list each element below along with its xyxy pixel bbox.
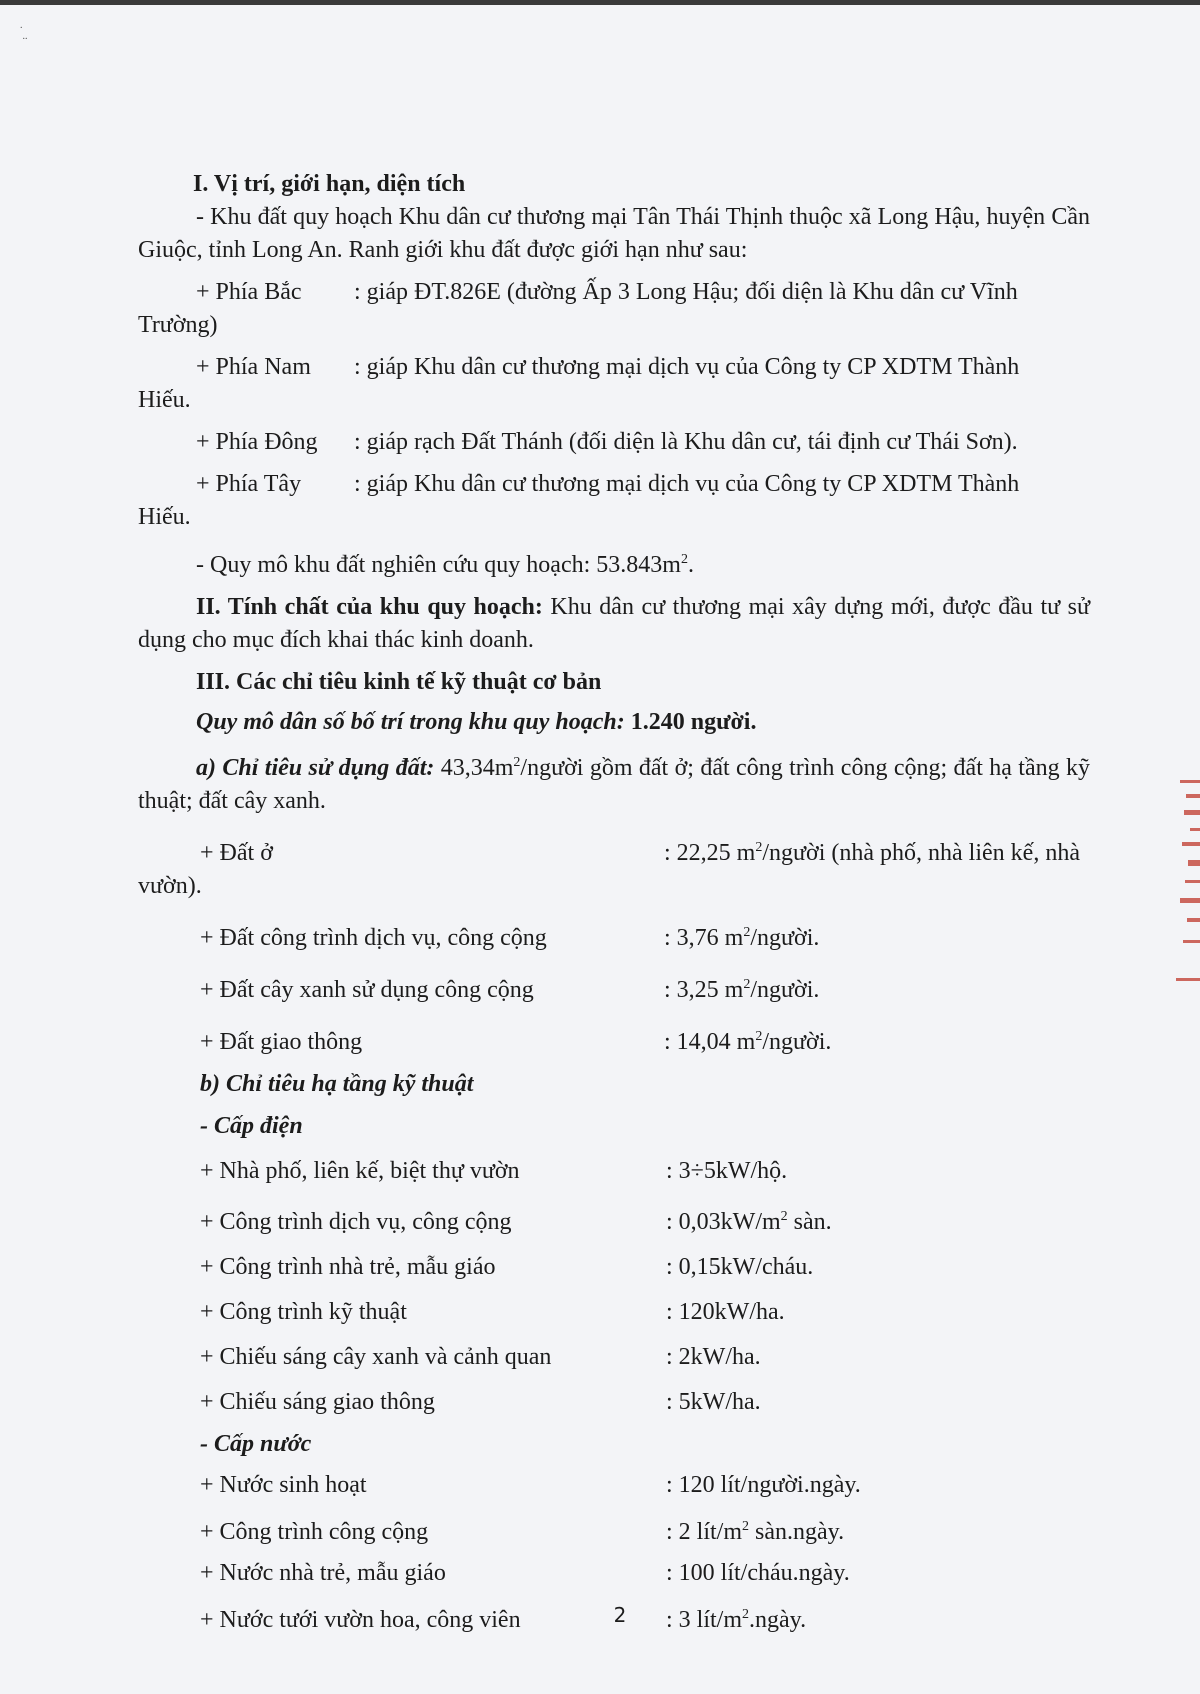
power-item [138, 1200, 1090, 1239]
power-item-value: : 0,15kW/cháu. [666, 1254, 814, 1280]
value-unit: .ngày. [749, 1607, 807, 1633]
power-list [138, 1155, 1090, 1419]
population-value: 1.240 người. [624, 709, 757, 735]
land-item-label: + Đất công trình dịch vụ, công cộng [200, 925, 547, 951]
land-use-label: a) Chỉ tiêu sử dụng đất: [196, 755, 435, 781]
section-2-text: Khu dân cư thương mại xây dựng mới, được đầu tư sử dụng cho mục đích khai thác kinh doanh. [138, 594, 1091, 653]
power-item-value: : 3÷5kW/hộ. [666, 1158, 788, 1184]
section-2 [138, 591, 1090, 657]
section-3-heading: III. Các chỉ tiêu kinh tế kỹ thuật cơ bản [196, 669, 602, 695]
sup-2: 2 [513, 755, 521, 770]
bound-east [138, 426, 1090, 459]
land-use-intro [138, 746, 1090, 818]
water-item-value: : 120 lít/người.ngày. [666, 1472, 861, 1498]
land-item-value [664, 1020, 831, 1059]
value-text: : 2 lít/m [666, 1519, 743, 1545]
power-item-value [666, 1200, 832, 1239]
power-item-value: : 2kW/ha. [666, 1344, 761, 1370]
land-item-label: + Đất cây xanh sử dụng công cộng [200, 977, 534, 1003]
value-unit: /người. [750, 977, 820, 1003]
bound-text: : giáp ĐT.826E (đường Ấp 3 Long Hậu; đối diện là Khu dân cư Vĩnh [354, 279, 1018, 305]
bounds-list [138, 276, 1090, 534]
water-item-label: + Nước nhà trẻ, mẫu giáo [200, 1560, 446, 1586]
water-item-label: + Công trình công cộng [200, 1519, 429, 1545]
bound-south [138, 351, 1090, 417]
water-heading: - Cấp nước [200, 1431, 312, 1457]
land-use-text: /người gồm đất ở; đất công trình công cộng; đất hạ tầng kỹ thuật; đất cây xanh. [138, 755, 1090, 814]
page-number: 2 [613, 1603, 627, 1627]
water-item-value: : 100 lít/cháu.ngày. [666, 1560, 850, 1586]
land-item-value [664, 968, 819, 1007]
bound-west [138, 468, 1090, 534]
power-item-label: + Công trình kỹ thuật [200, 1299, 407, 1325]
water-item-value [666, 1510, 844, 1549]
water-item-label: + Nước tưới vườn hoa, công viên [200, 1607, 521, 1633]
water-item-label: + Nước sinh hoạt [200, 1472, 367, 1498]
power-item [138, 1155, 1090, 1188]
land-use-value: 43,34m [434, 755, 514, 781]
document-body [138, 168, 1090, 1637]
power-item-label: + Công trình nhà trẻ, mẫu giáo [200, 1254, 496, 1280]
power-item [138, 1341, 1090, 1374]
power-heading: - Cấp điện [200, 1113, 303, 1139]
sup-2: 2 [742, 1607, 750, 1622]
land-item-label: + Đất ở [200, 840, 273, 866]
power-item-label: + Nhà phố, liên kế, biệt thự vườn [200, 1158, 520, 1184]
sup-2: 2 [755, 1029, 763, 1044]
sup-2: 2 [755, 840, 763, 855]
bound-text: : giáp Khu dân cư thương mại dịch vụ của Công ty CP XDTM Thành [354, 471, 1020, 497]
site-scale-end: . [687, 552, 694, 578]
power-item-value: : 5kW/ha. [666, 1389, 761, 1415]
sup-2: 2 [743, 925, 751, 940]
water-item [138, 1510, 1090, 1549]
value-text: : 3 lít/m [666, 1607, 743, 1633]
site-scale [138, 543, 1090, 582]
water-item [138, 1469, 1090, 1502]
land-item [138, 968, 1090, 1007]
bound-wrap: Trường) [138, 312, 218, 338]
sup-2: 2 [680, 552, 688, 567]
sup-2: 2 [742, 1519, 750, 1534]
water-item-value [666, 1598, 806, 1637]
bound-label: + Phía Đông [196, 429, 318, 455]
infra-heading: b) Chỉ tiêu hạ tầng kỹ thuật [200, 1071, 474, 1097]
land-use-list [138, 831, 1090, 1059]
value-unit: /người (nhà phố, nhà liên kế, nhà [762, 840, 1080, 866]
value-unit: sàn. [787, 1209, 832, 1235]
land-item [138, 1020, 1090, 1059]
value-text: : 0,03kW/m [666, 1209, 781, 1235]
value-unit: sàn.ngày. [749, 1519, 845, 1545]
section-1-heading: I. Vị trí, giới hạn, diện tích [193, 171, 466, 197]
value-text: : 22,25 m [664, 840, 756, 866]
power-item-label: + Chiếu sáng cây xanh và cảnh quan [200, 1344, 552, 1370]
bound-label: + Phía Bắc [196, 279, 302, 305]
land-item-value [664, 916, 819, 955]
water-item [138, 1557, 1090, 1590]
section-1-intro: - Khu đất quy hoạch Khu dân cư thương mại Tân Thái Thịnh thuộc xã Long Hậu, huyện Cần Giuộc, tỉnh Long An. Ranh giới khu đất được giới hạn như sau: [138, 204, 1090, 263]
bound-wrap: Hiếu. [138, 387, 191, 413]
power-item-label: + Chiếu sáng giao thông [200, 1389, 435, 1415]
section-2-heading: II. Tính chất của khu quy hoạch: [196, 594, 543, 620]
population-label: Quy mô dân số bố trí trong khu quy hoạch: [196, 709, 625, 735]
value-text: : 3,25 m [664, 977, 744, 1003]
power-item-value: : 120kW/ha. [666, 1299, 785, 1325]
land-item-wrap: vườn). [138, 873, 202, 899]
land-item [138, 831, 1090, 903]
value-unit: /người. [762, 1029, 832, 1055]
sup-2: 2 [780, 1209, 788, 1224]
bound-text: : giáp rạch Đất Thánh (đối diện là Khu dân cư, tái định cư Thái Sơn). [354, 429, 1018, 455]
value-text: : 3,76 m [664, 925, 744, 951]
bound-label: + Phía Nam [196, 354, 311, 380]
bound-north [138, 276, 1090, 342]
site-scale-text: - Quy mô khu đất nghiên cứu quy hoạch: 53.843m [196, 552, 681, 578]
bound-wrap: Hiếu. [138, 504, 191, 530]
power-item [138, 1251, 1090, 1284]
power-item-label: + Công trình dịch vụ, công cộng [200, 1209, 512, 1235]
scan-specks: . .. [20, 20, 28, 42]
bound-text: : giáp Khu dân cư thương mại dịch vụ của Công ty CP XDTM Thành [354, 354, 1020, 380]
population-line [138, 706, 1090, 739]
power-item [138, 1296, 1090, 1329]
bound-label: + Phía Tây [196, 471, 302, 497]
power-item [138, 1386, 1090, 1419]
land-item-value [664, 831, 1090, 870]
land-item [138, 916, 1090, 955]
sup-2: 2 [743, 977, 751, 992]
scan-top-edge [0, 0, 1200, 5]
value-text: : 14,04 m [664, 1029, 756, 1055]
red-stamp-edge [1176, 780, 1200, 985]
land-item-label: + Đất giao thông [200, 1029, 363, 1055]
value-unit: /người. [750, 925, 820, 951]
